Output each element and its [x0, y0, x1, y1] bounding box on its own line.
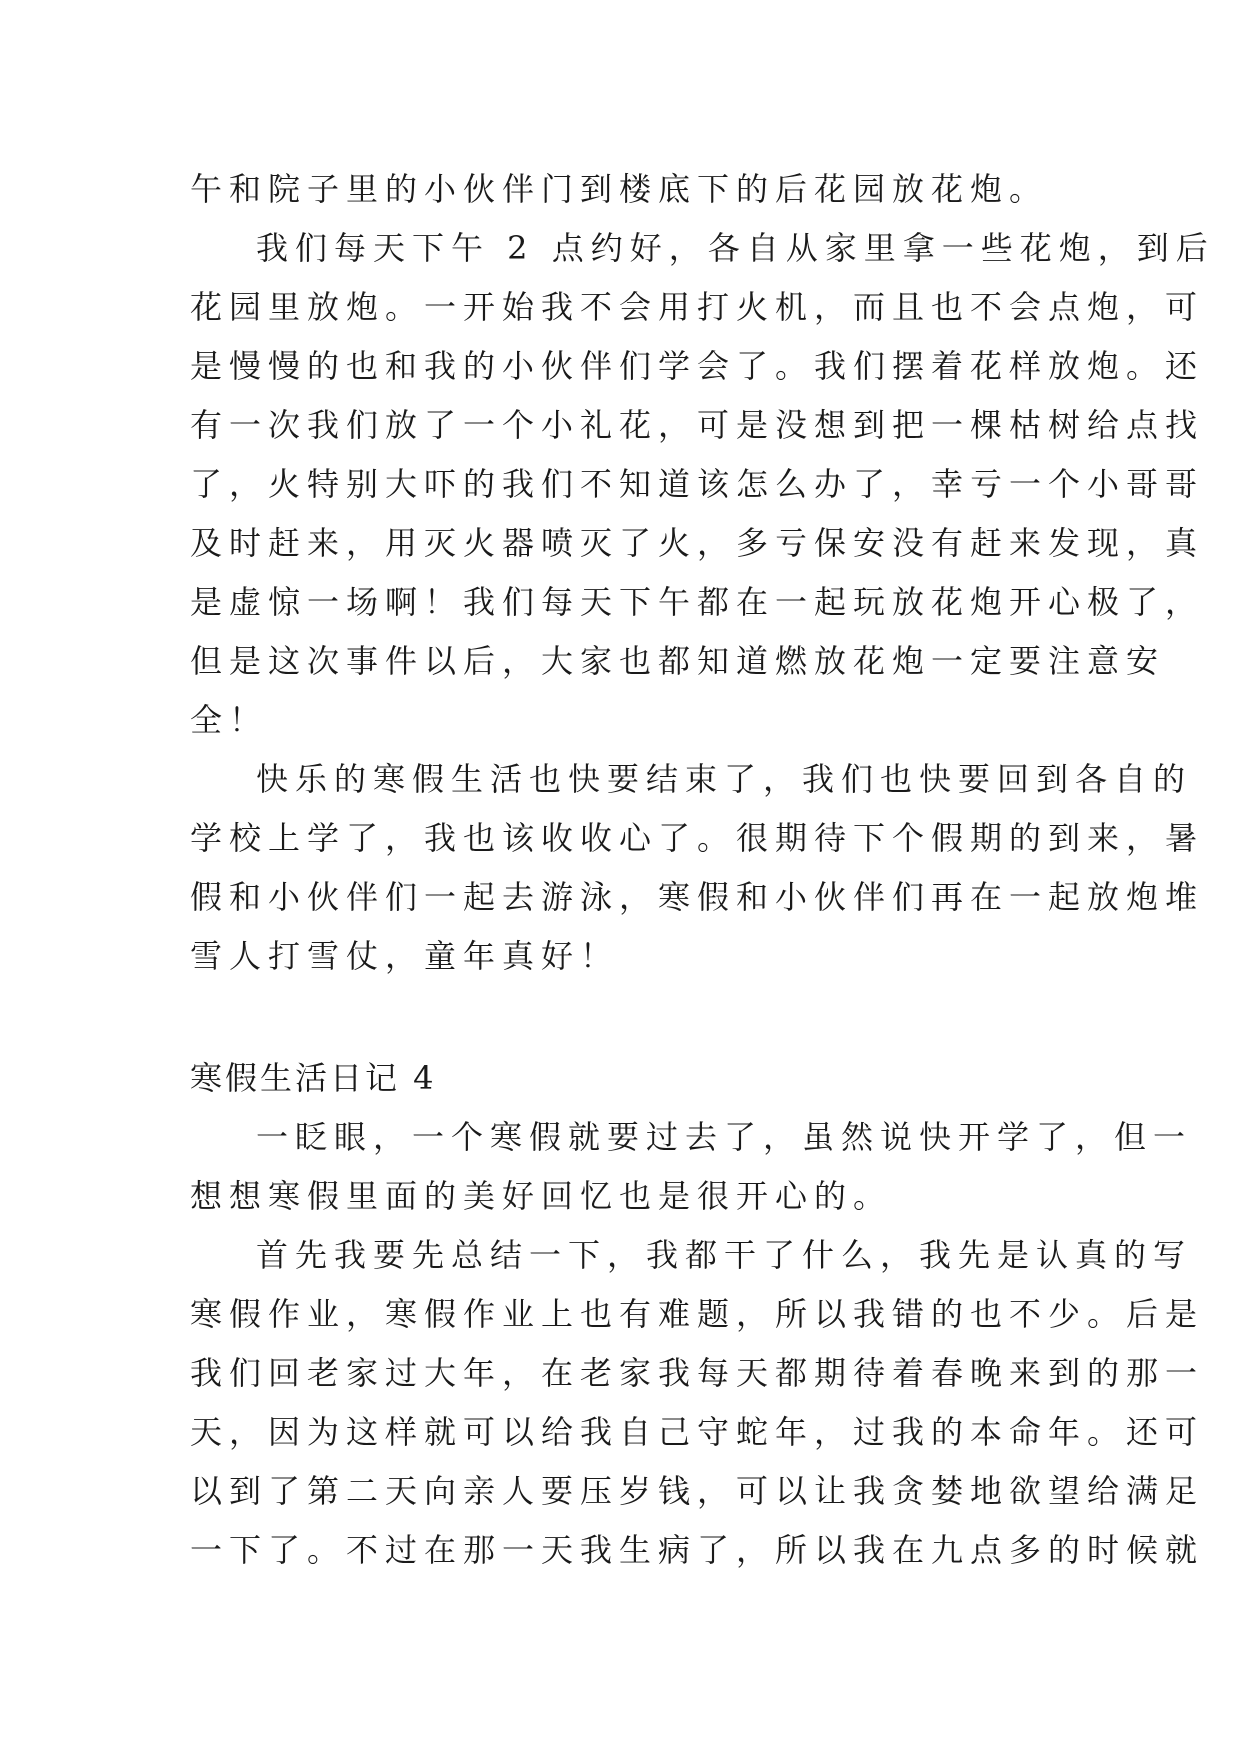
text-line: 首先我要先总结一下，我都干了什么，我先是认真的写: [256, 1236, 1193, 1274]
text-line: 是慢慢的也和我的小伙伴们学会了。我们摆着花样放炮。还: [190, 347, 1205, 385]
section-spacer: [190, 986, 1050, 1049]
document-page: [190, 160, 1215, 1580]
text-line: 午和院子里的小伙伴门到楼底下的后花园放花炮。: [190, 170, 1049, 208]
text-line: 一眨眼，一个寒假就要过去了，虽然说快开学了，但一: [256, 1118, 1193, 1156]
paragraph-vacation-ending: [190, 750, 1205, 986]
paragraph-intro: [190, 1108, 1193, 1226]
text-line: 我们回老家过大年，在老家我每天都期待着春晚来到的那一: [190, 1354, 1205, 1392]
text-line: 假和小伙伴们一起去游泳，寒假和小伙伴们再在一起放炮堆: [190, 878, 1205, 916]
text-line: 我们每天下午 2 点约好，各自从家里拿一些花炮，到后: [256, 229, 1215, 267]
text-line: 有一次我们放了一个小礼花，可是没想到把一棵枯树给点找: [190, 406, 1205, 444]
text-line: 但是这次事件以后，大家也都知道燃放花炮一定要注意安: [190, 642, 1166, 680]
text-line: 了，火特别大吓的我们不知道该怎么办了，幸亏一个小哥哥: [190, 465, 1205, 503]
paragraph-summary: [190, 1226, 1205, 1580]
text-line: 学校上学了，我也该收收心了。很期待下个假期的到来，暑: [190, 819, 1205, 857]
text-line: 快乐的寒假生活也快要结束了，我们也快要回到各自的: [256, 760, 1193, 798]
text-line: 一下了。不过在那一天我生病了，所以我在九点多的时候就: [190, 1531, 1205, 1569]
text-line: 花园里放炮。一开始我不会用打火机，而且也不会点炮，可: [190, 288, 1205, 326]
text-line: 雪人打雪仗，童年真好！: [190, 937, 620, 975]
text-line: 是虚惊一场啊！我们每天下午都在一起玩放花炮开心极了，: [190, 583, 1205, 621]
text-line: 及时赶来，用灭火器喷灭了火，多亏保安没有赶来发现，真: [190, 524, 1205, 562]
paragraph-fireworks: [190, 219, 1215, 750]
paragraph-continuation: [190, 160, 1050, 219]
text-line: 全！: [190, 701, 269, 739]
text-line: 天，因为这样就可以给我自己守蛇年，过我的本命年。还可: [190, 1413, 1205, 1451]
text-line: 以到了第二天向亲人要压岁钱，可以让我贪婪地欲望给满足: [190, 1472, 1205, 1510]
section-title: 寒假生活日记 4: [190, 1059, 437, 1097]
text-line: 寒假作业，寒假作业上也有难题，所以我错的也不少。后是: [190, 1295, 1205, 1333]
text-line: 想想寒假里面的美好回忆也是很开心的。: [190, 1177, 893, 1215]
